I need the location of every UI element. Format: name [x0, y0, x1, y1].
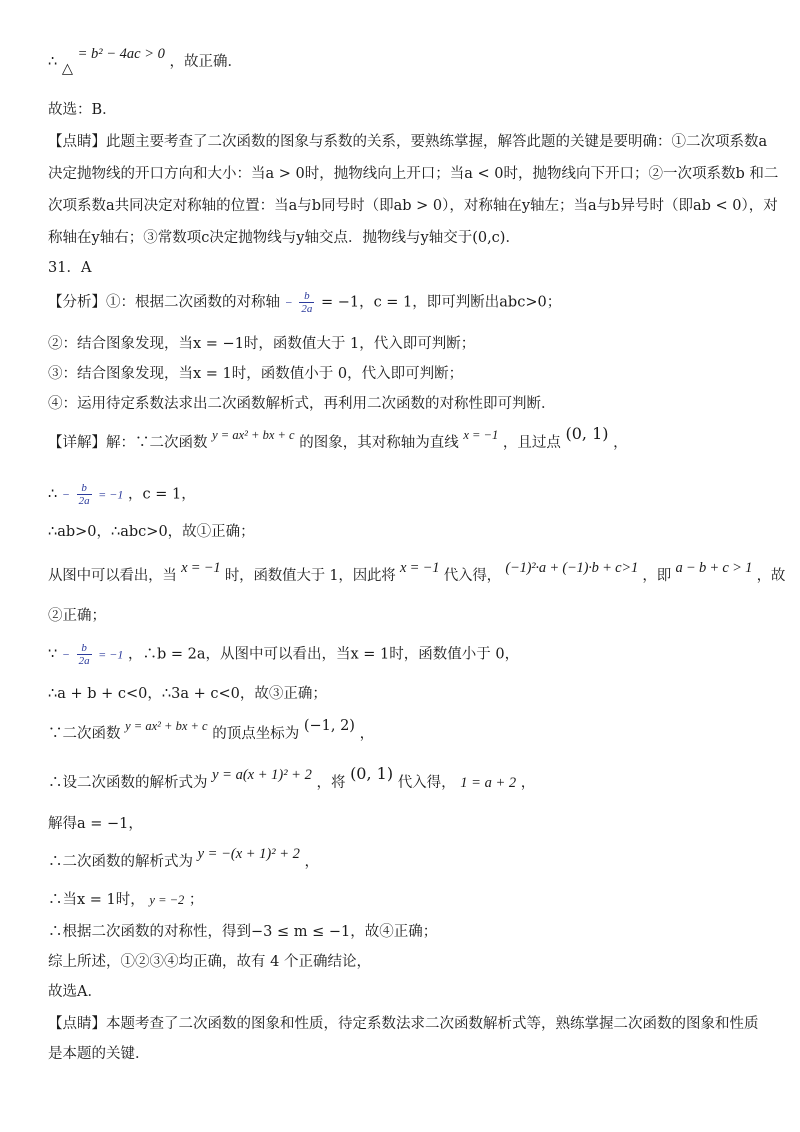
math-expression: = −1 — [98, 487, 124, 502]
fraction-denominator: 2a — [78, 495, 90, 507]
minus-sign: − — [61, 647, 70, 662]
text-line: ∴根据二次函数的对称性，得到−3 ≤ m ≤ −1，故④正确； — [48, 924, 438, 940]
text-fragment: ， — [304, 854, 319, 870]
text-line: 故选：B． — [48, 102, 117, 118]
text-fragment: ，故 — [756, 568, 786, 584]
text-line: 称轴在y轴右；③常数项c决定抛物线与y轴交点．抛物线与y轴交于(0,c)． — [48, 230, 520, 246]
math-expression: x = −1 — [181, 560, 221, 576]
text-line — [48, 560, 786, 586]
text-line: 解得a = −1， — [48, 816, 143, 832]
math-expression: y = a(x + 1)² + 2 — [212, 767, 312, 783]
math-expression: = b² − 4ac > 0 — [77, 46, 165, 62]
math-expression: a − b + c > 1 — [675, 560, 753, 576]
text-line — [48, 846, 760, 872]
question-number: 31．A — [48, 260, 92, 276]
text-fragment: 的顶点坐标为 — [212, 726, 300, 742]
text-line — [48, 718, 760, 744]
text-line: 【点睛】此题主要考查了二次函数的图象与系数的关系，要熟练掌握，解答此题的关键是要明确：①二次项系数a — [48, 134, 768, 150]
therefore-symbol: ∴ — [48, 54, 58, 70]
math-expression: y = −(x + 1)² + 2 — [197, 846, 300, 862]
text-fragment: ，即 — [642, 568, 672, 584]
text-line — [48, 290, 760, 315]
text-fragment: ∵二次函数 — [48, 726, 121, 742]
minus-sign: − — [284, 295, 293, 310]
math-expression: = −1 — [98, 647, 124, 662]
text-line: 决定抛物线的开口方向和大小：当a > 0时，抛物线向上开口；当a < 0时，抛物线向下开口；②一次项系数b 和二 — [48, 166, 779, 182]
text-fragment: 【详解】解：∵二次函数 — [48, 435, 208, 451]
fraction-numerator: b — [299, 290, 314, 303]
text-fragment: 的图象，其对称轴为直线 — [299, 435, 459, 451]
fraction-numerator: b — [77, 642, 92, 655]
text-fragment: ， — [613, 435, 628, 451]
text-line: 次项系数a共同决定对称轴的位置：当a与b同号时（即ab > 0），对称轴在y轴左；当a与b异号时（即ab < 0），对 — [48, 198, 778, 214]
fraction — [77, 642, 92, 667]
text-line: 故选A． — [48, 984, 102, 1000]
delta-symbol: △ — [61, 61, 73, 77]
text-fragment: 时，函数值大于 1，因此将 — [224, 568, 396, 584]
text-fragment: ，∴b = 2a，从图中可以看出，当x = 1时，函数值小于 0， — [127, 646, 520, 663]
text-fragment: 从图中可以看出，当 — [48, 568, 177, 584]
text-line — [48, 46, 760, 77]
math-expression: y = −2 — [149, 893, 185, 907]
text-line — [48, 482, 760, 507]
math-expression: x = −1 — [400, 560, 440, 576]
text-fragment: ∴设二次函数的解析式为 — [48, 775, 208, 791]
text-fragment: ； — [188, 892, 204, 908]
text-fragment: = −1，c = 1，即可判断出abc>0； — [320, 294, 562, 311]
text-fragment: 代入得， — [443, 568, 501, 584]
fraction — [299, 290, 314, 315]
math-expression: (−1)²·a + (−1)·b + c>1 — [505, 560, 638, 576]
text-line — [48, 424, 760, 453]
text-fragment: ，将 — [316, 775, 346, 791]
text-line — [48, 642, 760, 667]
text-fragment: ， — [520, 775, 536, 791]
because-symbol: ∵ — [48, 646, 58, 663]
text-line: ④：运用待定系数法求出二次函数解析式，再利用二次函数的对称性即可判断． — [48, 396, 556, 412]
text-fragment: ∴当x = 1时， — [48, 892, 145, 908]
math-expression: y = ax² + bx + c — [212, 428, 295, 442]
text-line — [48, 890, 760, 910]
math-expression: x = −1 — [463, 428, 499, 442]
text-fragment: ， — [359, 726, 375, 742]
text-line: 【点睛】本题考查了二次函数的图象和性质，待定系数法求二次函数解析式等，熟练掌握二次函数的图象和性质 — [48, 1016, 759, 1032]
text-fragment: 代入得， — [397, 775, 456, 791]
text-line: ∴ab>0，∴abc>0，故①正确； — [48, 524, 255, 540]
text-fragment: ，且过点 — [502, 435, 561, 451]
therefore-symbol: ∴ — [48, 486, 58, 503]
text-fragment: ∴二次函数的解析式为 — [48, 854, 193, 870]
point-coordinate: (0, 1) — [565, 424, 609, 443]
text-line: 综上所述，①②③④均正确，故有 4 个正确结论， — [48, 954, 371, 970]
minus-sign: − — [61, 487, 70, 502]
fraction-denominator: 2a — [78, 655, 90, 667]
fraction-numerator: b — [77, 482, 92, 495]
text-line — [48, 764, 760, 793]
fraction — [77, 482, 92, 507]
text-line: ②正确； — [48, 608, 106, 624]
fraction-denominator: 2a — [301, 303, 313, 315]
math-expression: 1 = a + 2 — [460, 775, 517, 791]
text-fragment: ，故正确． — [169, 54, 242, 70]
math-expression: y = ax² + bx + c — [125, 719, 208, 733]
text-fragment: 【分析】①：根据二次函数的对称轴 — [48, 294, 280, 311]
vertex-coordinate: (−1, 2) — [303, 718, 355, 734]
text-line: ③：结合图象发现，当x = 1时，函数值小于 0，代入即可判断； — [48, 366, 464, 382]
text-line: ②：结合图象发现，当x = −1时，函数值大于 1，代入即可判断； — [48, 336, 476, 352]
text-line: ∴a + b + c<0，∴3a + c<0，故③正确； — [48, 686, 327, 702]
point-coordinate: (0, 1) — [350, 764, 394, 783]
text-fragment: ，c = 1， — [127, 486, 196, 503]
text-line: 是本题的关键． — [48, 1046, 150, 1062]
